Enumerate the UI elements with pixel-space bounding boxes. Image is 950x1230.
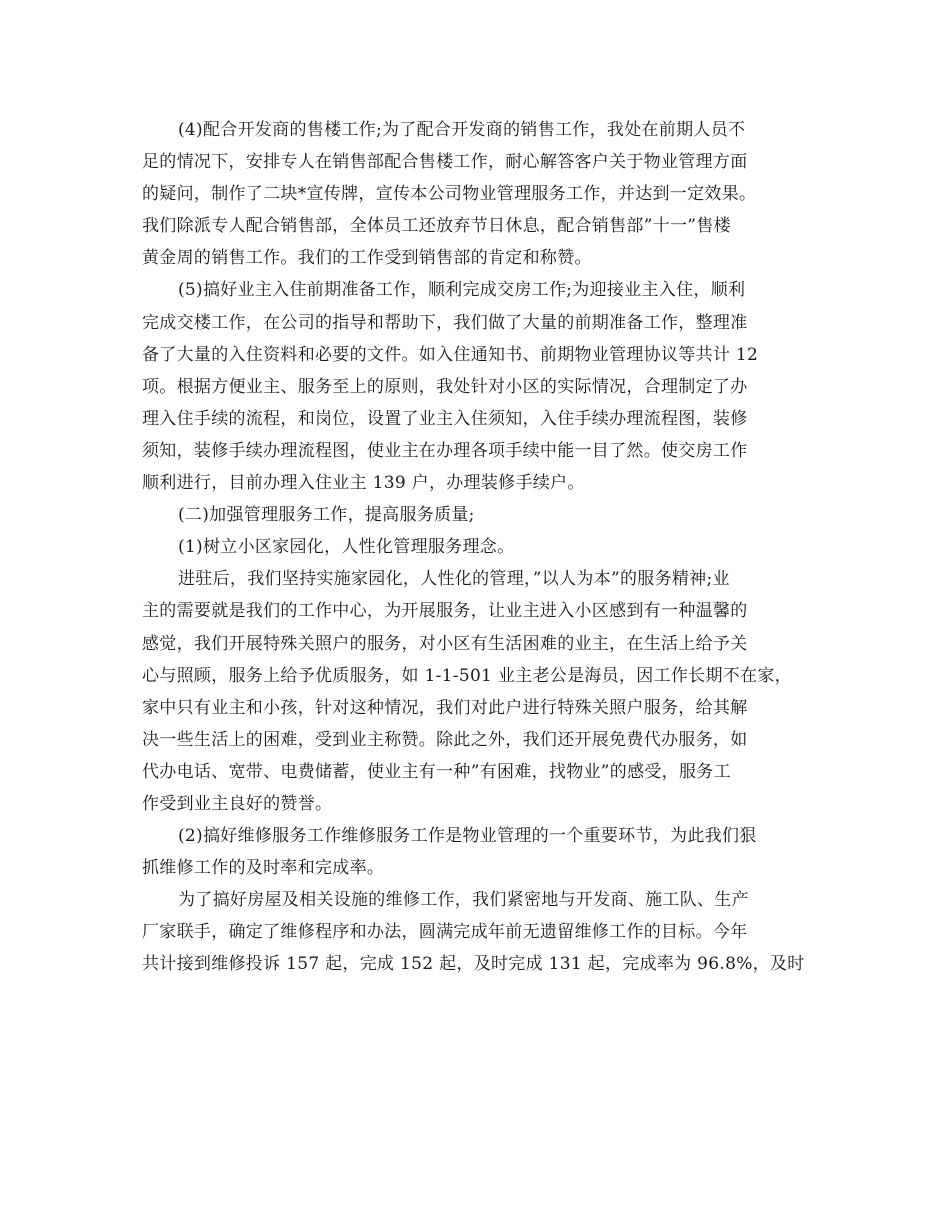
text-line: 顺利进行，目前办理入住业主 139 户，办理装修手续户。: [142, 473, 585, 494]
text-line: (2)搞好维修服务工作维修服务工作是物业管理的一个重要环节，为此我们狠: [178, 826, 757, 847]
text-line: 厂家联手，确定了维修程序和办法，圆满完成年前无遗留维修工作的目标。今年: [142, 922, 748, 943]
text-line: 家中只有业主和小孩，针对这种情况，我们对此户进行特殊关照户服务，给其解: [142, 697, 748, 718]
text-line: 代办电话、宽带、电费储蓄，使业主有一种”有困难，找物业”的感受，服务工: [142, 761, 731, 782]
text-line: 共计接到维修投诉 157 起，完成 152 起，及时完成 131 起，完成率为 96.8%，及时: [142, 954, 805, 975]
text-line: 决一些生活上的困难，受到业主称赞。除此之外，我们还开展免费代办服务，如: [142, 729, 748, 750]
text-line: 完成交楼工作，在公司的指导和帮助下，我们做了大量的前期准备工作，整理准: [142, 312, 748, 333]
document-body: [142, 114, 822, 981]
text-line: 足的情况下，安排专人在销售部配合售楼工作，耐心解答客户关于物业管理方面: [142, 152, 748, 173]
text-line: (1)树立小区家园化，人性化管理服务理念。: [178, 537, 515, 558]
text-line: (5)搞好业主入住前期准备工作，顺利完成交房工作;为迎接业主入住，顺利: [178, 280, 746, 301]
text-line: 项。根据方便业主、服务至上的原则，我处针对小区的实际情况，合理制定了办: [142, 376, 748, 397]
text-line: (二)加强管理服务工作，提高服务质量;: [178, 505, 475, 526]
text-line: 抓维修工作的及时率和完成率。: [142, 858, 385, 879]
text-line: 为了搞好房屋及相关设施的维修工作，我们紧密地与开发商、施工队、生产: [178, 890, 749, 911]
text-line: 心与照顾，服务上给予优质服务，如 1-1-501 业主老公是海员，因工作长期不在家，: [142, 665, 792, 686]
text-line: 的疑问，制作了二块*宣传牌，宣传本公司物业管理服务工作，并达到一定效果。: [142, 184, 757, 205]
text-line: 理入住手续的流程，和岗位，设置了业主入住须知，入住手续办理流程图，装修: [142, 408, 748, 429]
text-line: 作受到业主良好的赞誉。: [142, 793, 333, 814]
text-line: 主的需要就是我们的工作中心，为开展服务，让业主进入小区感到有一种温馨的: [142, 601, 748, 622]
text-line: 黄金周的销售工作。我们的工作受到销售部的肯定和称赞。: [142, 248, 592, 269]
text-line: 须知，装修手续办理流程图，使业主在办理各项手续中能一目了然。使交房工作: [142, 440, 748, 461]
text-line: 我们除派专人配合销售部，全体员工还放弃节日休息，配合销售部”十一”售楼: [142, 216, 731, 237]
text-line: 感觉，我们开展特殊关照户的服务，对小区有生活困难的业主，在生活上给予关: [142, 633, 748, 654]
text-line: (4)配合开发商的售楼工作;为了配合开发商的销售工作，我处在前期人员不: [178, 120, 746, 140]
text-line: 备了大量的入住资料和必要的文件。如入住通知书、前期物业管理协议等共计 12: [142, 344, 759, 365]
text-line: 进驻后，我们坚持实施家园化，人性化的管理，”以人为本”的服务精神;业: [178, 569, 730, 590]
